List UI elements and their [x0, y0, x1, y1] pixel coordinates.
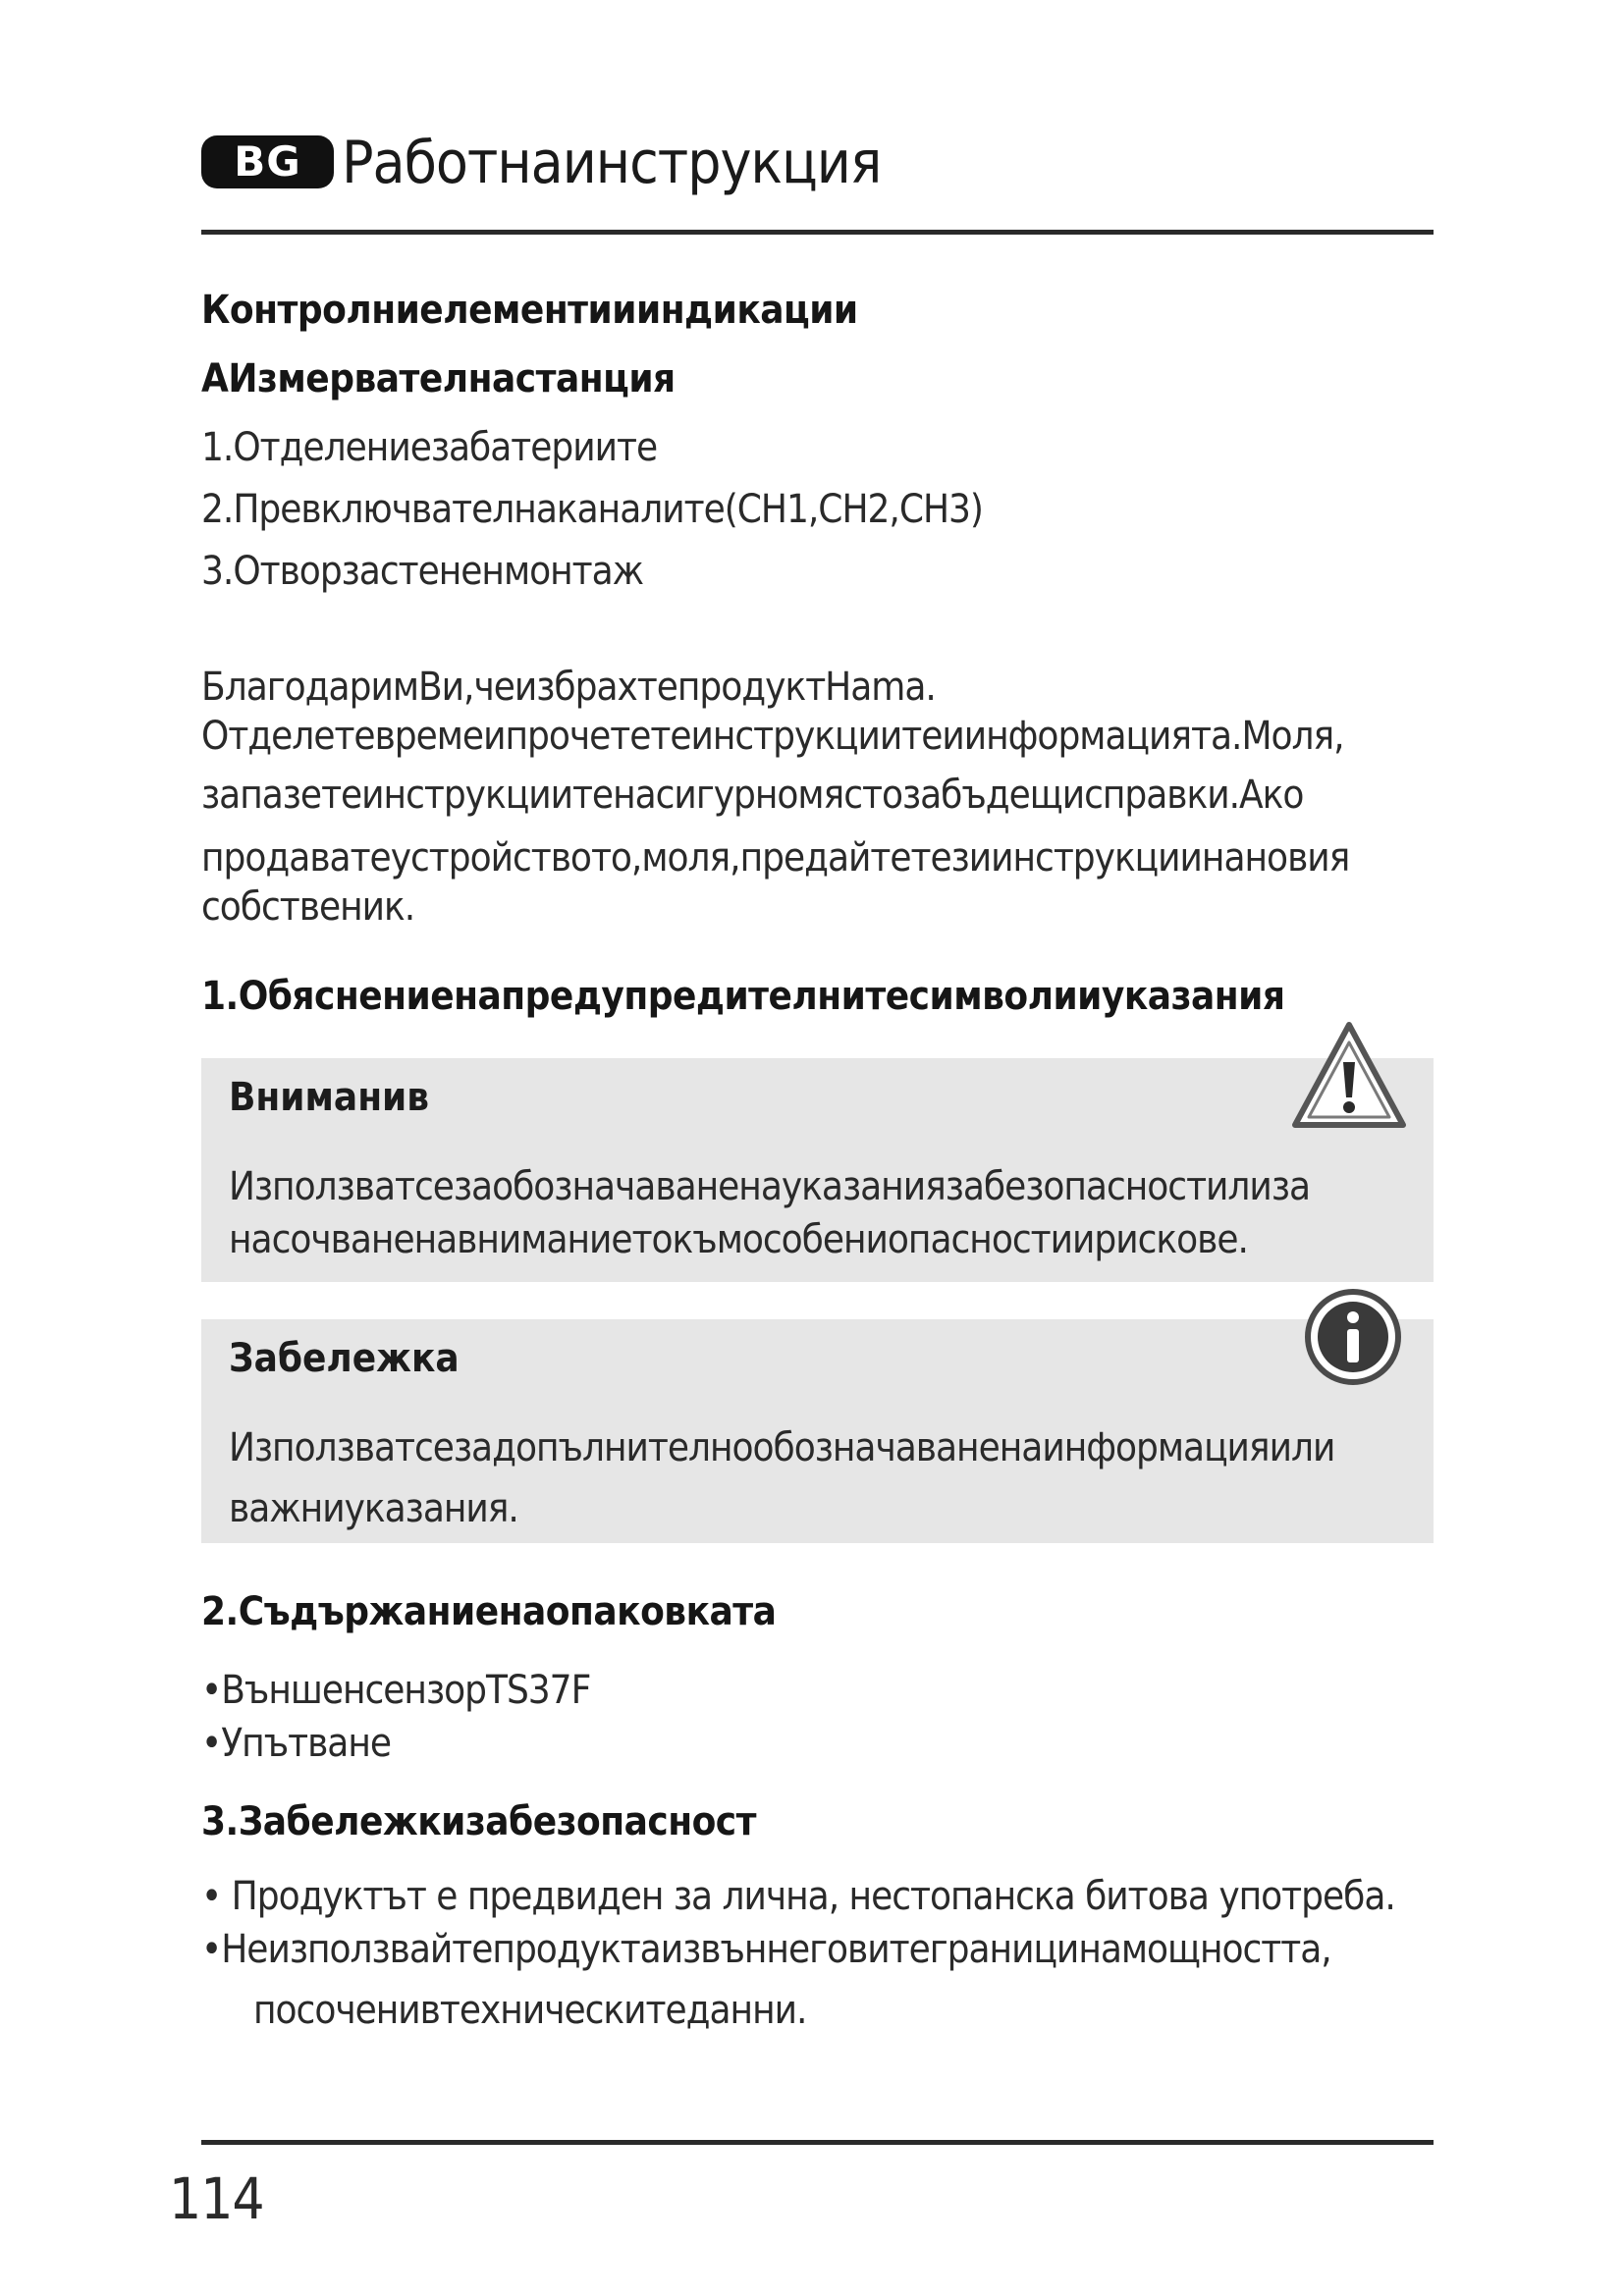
info-icon	[1304, 1288, 1402, 1386]
language-badge: BG	[201, 135, 334, 188]
warning-text-line: насочваненавниманиетокъмособениопасностиирискове.	[229, 1217, 1248, 1262]
header-rule	[201, 230, 1434, 235]
controls-heading: Контролниелементиииндикации	[201, 288, 858, 333]
intro-line: БлагодаримВи,чеизбрахтепродуктHama.	[201, 665, 936, 710]
controls-item: 3.Отворзастененмонтаж	[201, 549, 644, 594]
warning-triangle-icon	[1291, 1021, 1407, 1131]
safety-item: • Продуктът е предвиден за лична, нестопанска битова употреба.	[201, 1874, 1395, 1919]
intro-line: продаватеустройството,моля,предайтетезиинструкциинановия	[201, 835, 1350, 881]
section-3-heading: 3.Забележкизабезопасност	[201, 1799, 756, 1844]
document-title: Работнаинструкция	[342, 129, 882, 197]
section-1-heading: 1.Обяснениенапредупредителнитесимволииуказания	[201, 974, 1285, 1019]
package-item: •Упътване	[201, 1721, 392, 1766]
intro-line: собственик.	[201, 884, 415, 930]
note-box	[201, 1319, 1434, 1543]
controls-item: 1.Отделениезабатериите	[201, 425, 658, 470]
safety-item-continuation: посоченивтехническитеданни.	[253, 1988, 807, 2033]
warning-text-line: Използватсезаобозначаваненауказаниязабезопасностилиза	[229, 1164, 1311, 1209]
warning-title: Вниманив	[229, 1075, 430, 1120]
note-text-line: Използватсезадопълнителнообозначаваненаинформацияили	[229, 1425, 1335, 1470]
intro-line: запазетеинструкциитенасигурномястозабъдещисправки.Ако	[201, 773, 1304, 818]
controls-item: 2.Превключвателнаканалите(CH1,CH2,CH3)	[201, 487, 983, 532]
intro-line: Отделетевремеипрочететеинструкциитеиинформацията.Моля,	[201, 714, 1344, 759]
safety-item: •Неизползвайтепродуктаизвъннеговитеграницинамощността,	[201, 1927, 1331, 1972]
footer-rule	[201, 2140, 1434, 2145]
note-text-line: важниуказания.	[229, 1486, 518, 1531]
package-item: •ВъншенсензорTS37F	[201, 1668, 591, 1713]
section-2-heading: 2.Съдържаниенаопаковката	[201, 1589, 777, 1634]
note-title: Забележка	[229, 1336, 460, 1381]
controls-subheading: АИзмервателнастанция	[201, 356, 676, 401]
page-number: 114	[169, 2165, 264, 2232]
warning-box	[201, 1058, 1434, 1282]
